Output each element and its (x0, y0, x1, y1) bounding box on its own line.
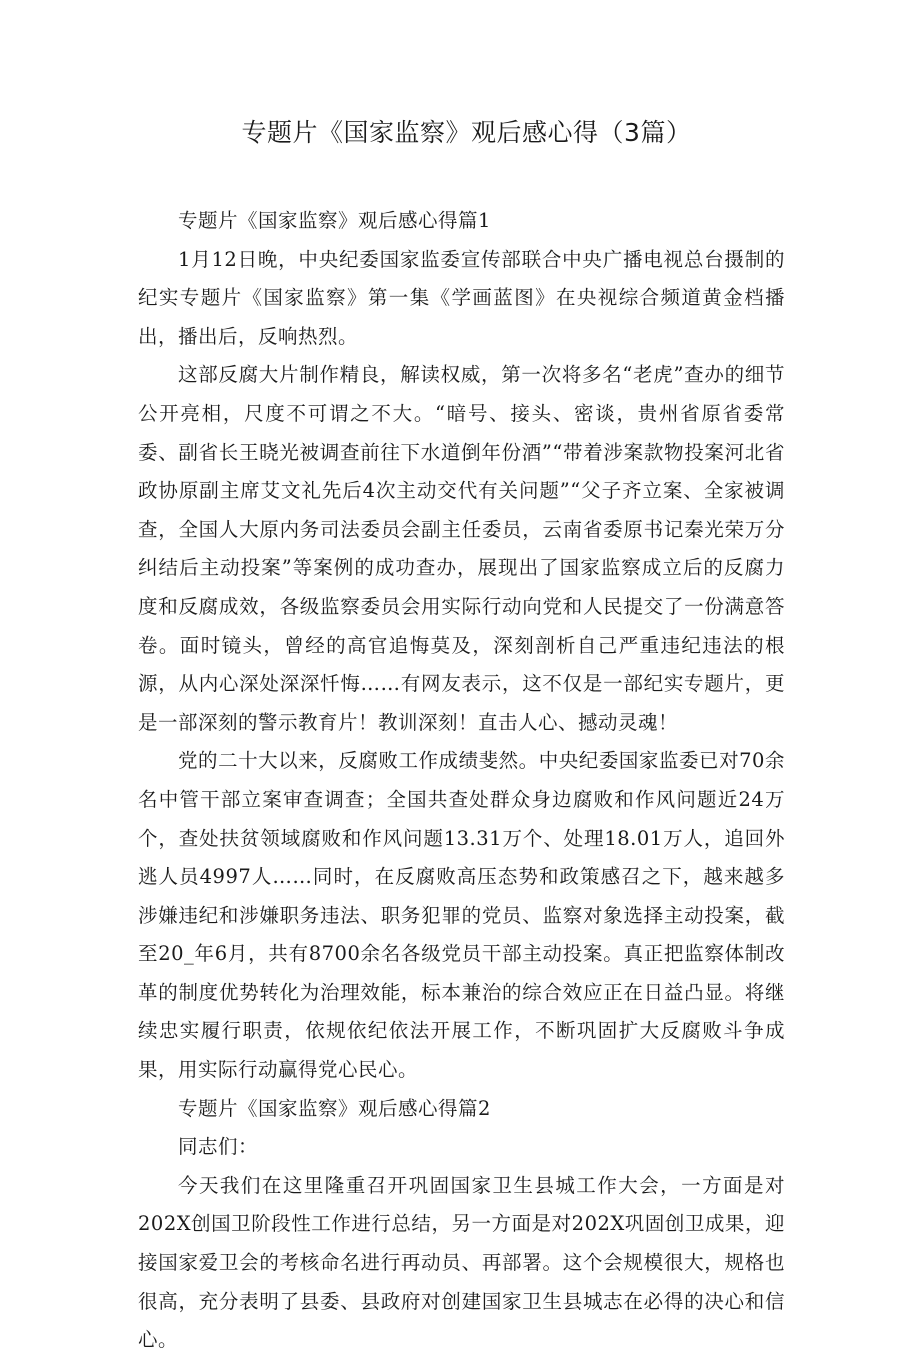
paragraph: 今天我们在这里隆重召开巩固国家卫生县城工作大会，一方面是对202X创国卫阶段性工作进行总结，另一方面是对202X巩固创卫成果，迎接国家爱卫会的考核命名进行再动员、再部署。这个会规模很大，规格也很高，充分表明了县委、县政府对创建国家卫生县城志在必得的决心和信心。 (138, 1173, 785, 1352)
document-body (138, 202, 785, 1360)
section-heading-1: 专题片《国家监察》观后感心得篇1 (178, 209, 491, 232)
salutation: 同志们： (178, 1135, 259, 1159)
paragraph: 1月12日晚，中央纪委国家监委宣传部联合中央广播电视总台摄制的纪实专题片《国家监察》第一集《学画蓝图》在央视综合频道黄金档播出，播出后，反响热烈。 (138, 247, 785, 348)
paragraph: 党的二十大以来，反腐败工作成绩斐然。中央纪委国家监委已对70余名中管干部立案审查调查；全国共查处群众身边腐败和作风问题近24万个，查处扶贫领域腐败和作风问题13.31万个、处理18.01万人，追回外逃人员4997人……同时，在反腐败高压态势和政策感召之下，越来越多涉嫌违纪和涉嫌职务违法、职务犯罪的党员、监察对象选择主动投案，截至20_年6月，共有8700余名各级党员干部主动投案。真正把监察体制改革的制度优势转化为治理效能，标本兼治的综合效应正在日益凸显。将继续忠实履行职责，依规依纪依法开展工作，不断巩固扩大反腐败斗争成果，用实际行动赢得党心民心。 (138, 749, 785, 1082)
section-heading-2: 专题片《国家监察》观后感心得篇2 (178, 1096, 491, 1120)
document-title: 专题片《国家监察》观后感心得（3篇） (241, 118, 692, 147)
paragraph: 这部反腐大片制作精良，解读权威，第一次将多名“老虎”查办的细节公开亮相，尺度不可谓之不大。“暗号、接头、密谈，贵州省原省委常委、副省长王晓光被调查前往下水道倒年份酒”“带着涉案款物投案河北省政协原副主席艾文礼先后4次主动交代有关问题”“父子齐立案、全家被调查，全国人大原内务司法委员会副主任委员，云南省委原书记秦光荣万分纠结后主动投案”等案例的成功查办，展现出了国家监察成立后的反腐力度和反腐成效，各级监察委员会用实际行动向党和人民提交了一份满意答卷。面时镜头，曾经的高官追悔莫及，深刻剖析自己严重违纪违法的根源，从内心深处深深忏悔……有网友表示，这不仅是一部纪实专题片，更是一部深刻的警示教育片！教训深刻！直击人心、撼动灵魂！ (138, 363, 785, 734)
